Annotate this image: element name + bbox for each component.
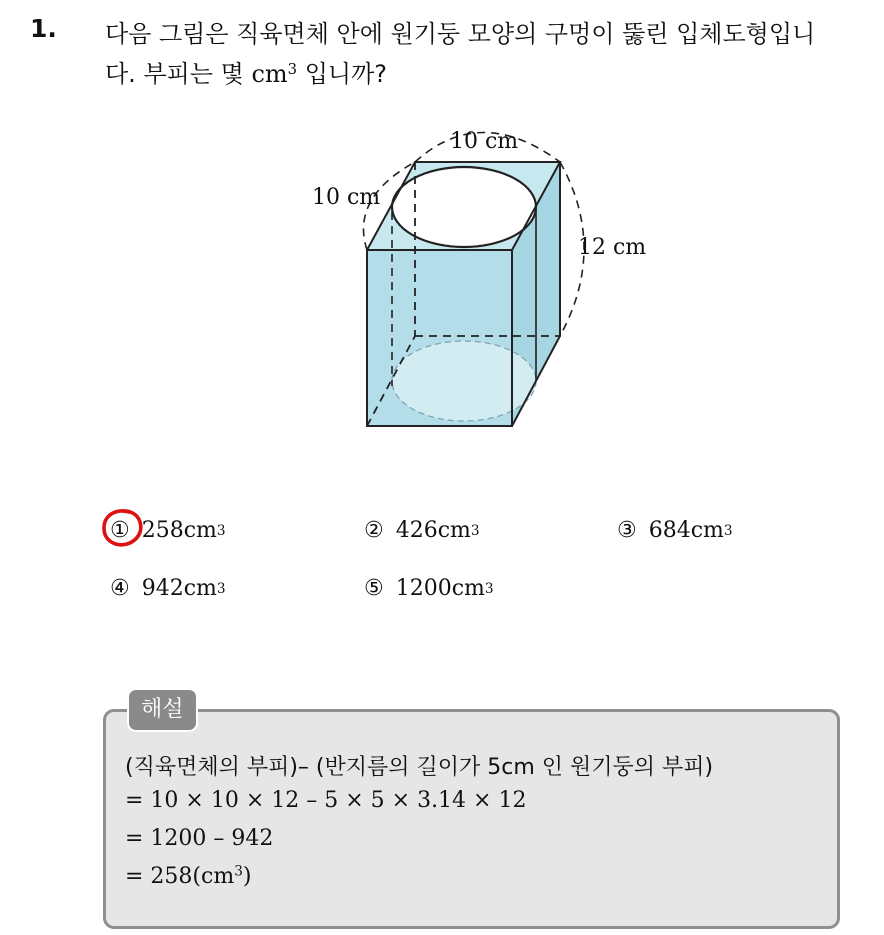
- choice-2-value: 426cm: [395, 518, 471, 543]
- question-text-line2: [105, 54, 387, 89]
- explanation-line-1: (직육면체의 부피)– (반지름의 길이가 5cm 인 원기둥의 부피): [125, 755, 714, 780]
- choice-4-marker: ④: [110, 576, 130, 601]
- choice-3[interactable]: ③ 684cm 3: [617, 518, 733, 543]
- explanation-line-4-pre: = 258(cm: [125, 864, 235, 889]
- explanation-line-3: = 1200 – 942: [125, 826, 274, 851]
- explanation-tag: 해설: [127, 688, 198, 732]
- choice-2[interactable]: ② 426cm 3: [364, 518, 480, 543]
- explanation-line-4-post: ): [242, 864, 252, 889]
- question-text-line2-post: 입니까?: [297, 60, 388, 88]
- choice-1[interactable]: ① 258cm 3: [110, 518, 226, 543]
- choice-4[interactable]: ④ 942cm 3: [110, 576, 226, 601]
- choice-5[interactable]: ⑤ 1200cm 3: [364, 576, 494, 601]
- question-unit-exponent: 3: [287, 59, 298, 78]
- choice-1-marker: ①: [110, 518, 130, 543]
- cylinder-bottom-circle: [392, 341, 536, 421]
- question-text-line2-pre: 다. 부피는 몇: [105, 60, 252, 88]
- choice-4-value: 942cm: [141, 576, 217, 601]
- choice-2-marker: ②: [364, 518, 384, 543]
- explanation-box: [103, 709, 840, 929]
- choice-1-value: 258cm: [141, 518, 217, 543]
- choice-5-value: 1200cm: [395, 576, 485, 601]
- choice-5-marker: ⑤: [364, 576, 384, 601]
- dimension-label-right: 12 cm: [578, 235, 647, 260]
- cuboid-with-cylinder-hole-figure: [290, 118, 660, 438]
- explanation-line-4-exponent: 3: [234, 863, 243, 880]
- selected-answer-circle-mark: [99, 505, 147, 551]
- question-number: 1.: [30, 14, 57, 43]
- dimension-label-left: 10 cm: [312, 185, 381, 210]
- question-text-line1: 다음 그림은 직육면체 안에 원기둥 모양의 구멍이 뚫린 입체도형입니: [105, 20, 816, 48]
- choice-3-marker: ③: [617, 518, 637, 543]
- explanation-line-4: [125, 864, 251, 889]
- choice-3-value: 684cm: [648, 518, 724, 543]
- cylinder-top-opening: [392, 167, 536, 247]
- dimension-label-top: 10 cm: [450, 129, 519, 154]
- question-unit: cm: [251, 60, 288, 88]
- explanation-line-2: = 10 × 10 × 12 – 5 × 5 × 3.14 × 12: [125, 788, 527, 813]
